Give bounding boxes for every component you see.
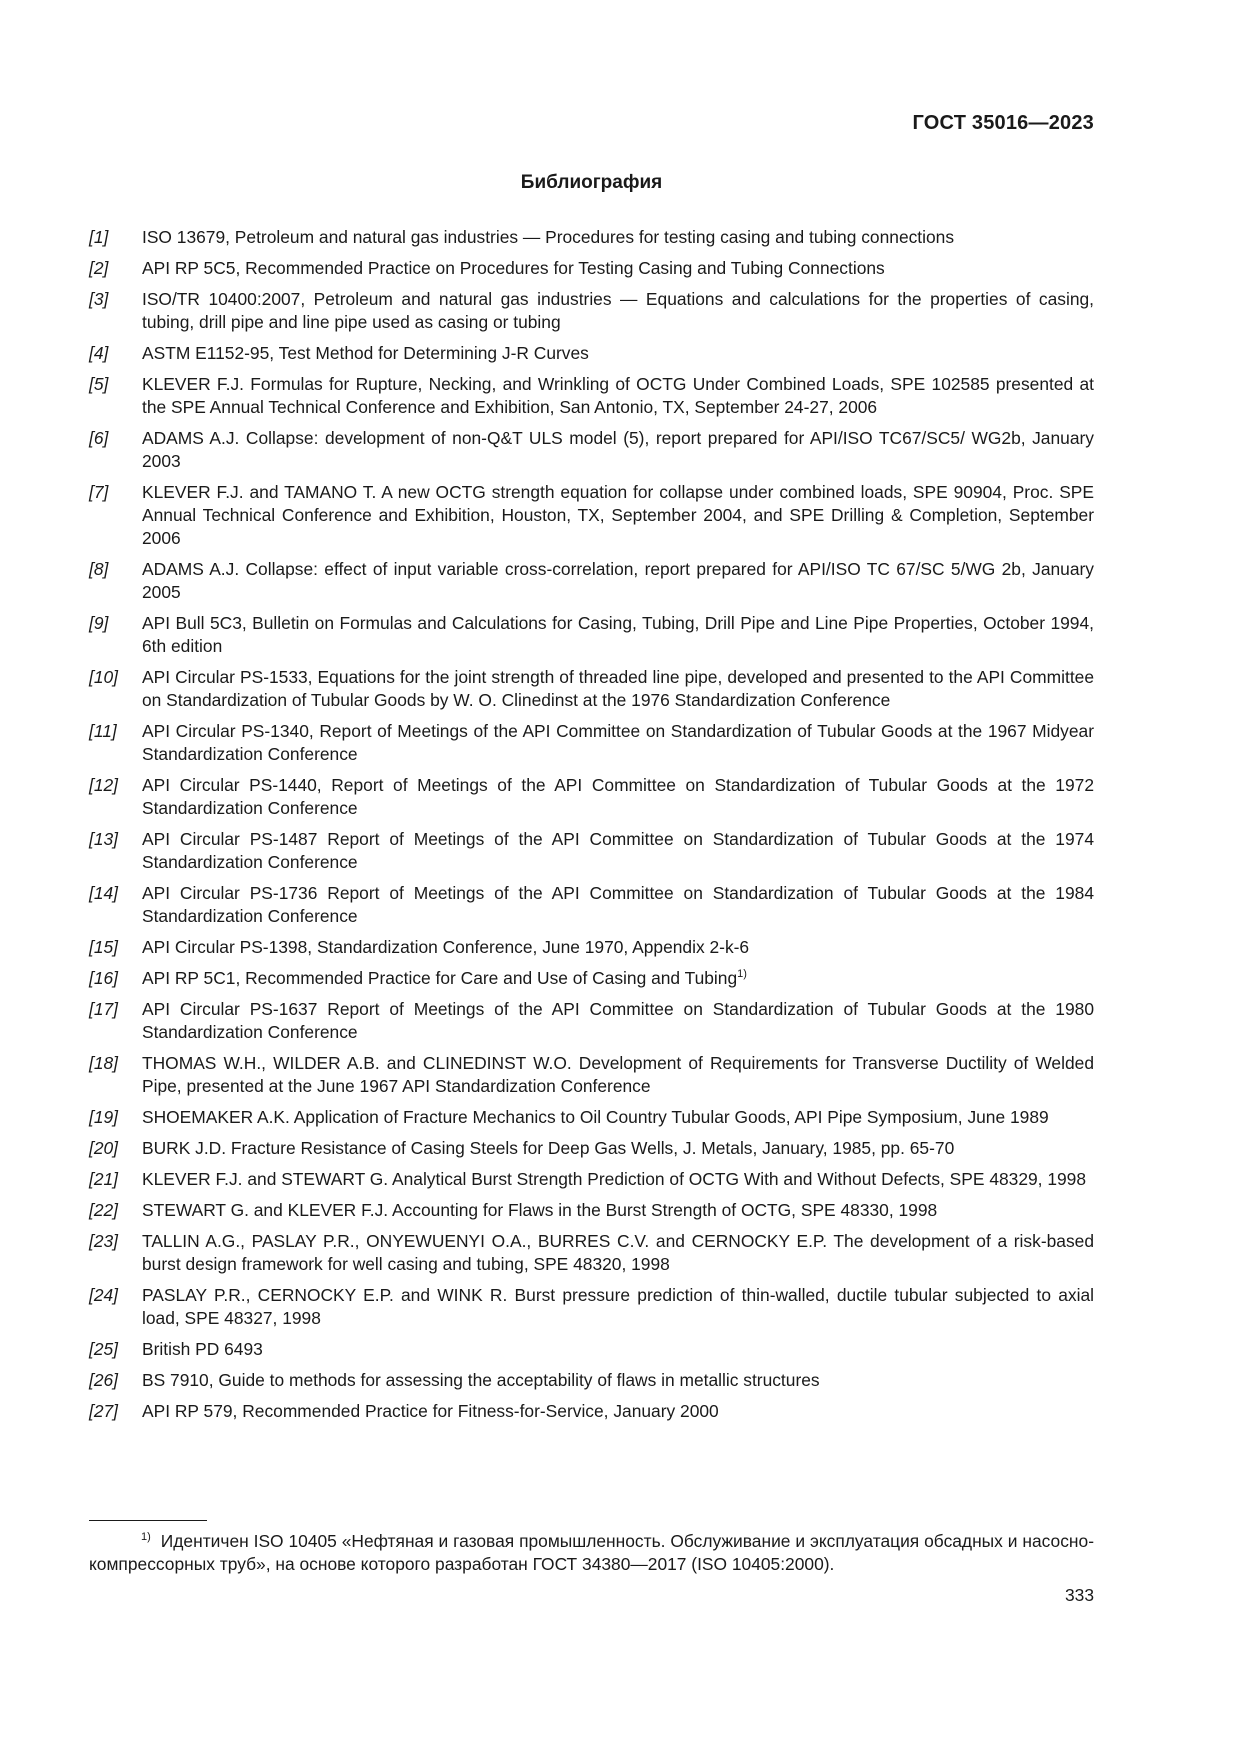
- entry-text-body: KLEVER F.J. Formulas for Rupture, Necking, and Wrinkling of OCTG Under Combined Loads, SPE 102585 presented at the SPE Annual Technical Conference and Exhibition, San Antonio, TX, September 24-27, 2006: [142, 374, 1094, 417]
- entry-text: [142, 1284, 1094, 1330]
- entry-number: [17]: [89, 999, 119, 1019]
- entry-number: [2]: [89, 258, 109, 278]
- entry-text: [142, 720, 1094, 766]
- bibliography-entry: [89, 1199, 1094, 1222]
- footnote-text: Идентичен ISO 10405 «Нефтяная и газовая промышленность. Обслуживание и эксплуатация обсадных и насосно-компрессорных труб», на основе которого разработан ГОСТ 34380—2017 (ISO 10405:2000).: [89, 1531, 1094, 1574]
- entry-text-body: API Circular PS-1533, Equations for the joint strength of threaded line pipe, developed and presented to the API Committee on Standardization of Tubular Goods by W. O. Clinedinst at the 1976 Standardization Conference: [142, 667, 1094, 710]
- entry-text-body: API Circular PS-1487 Report of Meetings of the API Committee on Standardization of Tubular Goods at the 1974 Standardization Conference: [142, 829, 1094, 872]
- entry-text: [142, 1052, 1094, 1098]
- entry-text-body: ISO/TR 10400:2007, Petroleum and natural gas industries — Equations and calculations for the properties of casing, tubing, drill pipe and line pipe used as casing or tubing: [142, 289, 1094, 332]
- entry-text-body: ADAMS A.J. Collapse: development of non-Q&T ULS model (5), report prepared for API/ISO TC67/SC5/ WG2b, January 2003: [142, 428, 1094, 471]
- entry-text-body: ADAMS A.J. Collapse: effect of input variable cross-correlation, report prepared for API/ISO TC 67/SC 5/WG 2b, January 2005: [142, 559, 1094, 602]
- entry-text: [142, 1230, 1094, 1276]
- entry-text-body: STEWART G. and KLEVER F.J. Accounting for Flaws in the Burst Strength of OCTG, SPE 48330, 1998: [142, 1200, 938, 1220]
- entry-text: [142, 427, 1094, 473]
- bibliography-entry: [89, 373, 1094, 419]
- bibliography-entry: [89, 612, 1094, 658]
- entry-text: [142, 1168, 1094, 1191]
- entry-text-body: API Circular PS-1398, Standardization Conference, June 1970, Appendix 2-k-6: [142, 937, 750, 957]
- entry-number: [3]: [89, 289, 109, 309]
- entry-text: [142, 1106, 1094, 1129]
- bibliography-entry: [89, 1168, 1094, 1191]
- bibliography-entry: [89, 1284, 1094, 1330]
- bibliography-entry: [89, 1338, 1094, 1361]
- entry-text-body: BS 7910, Guide to methods for assessing the acceptability of flaws in metallic structures: [142, 1370, 820, 1390]
- bibliography-entry: [89, 998, 1094, 1044]
- page-number: 333: [1064, 1585, 1094, 1605]
- entry-text: [142, 967, 1094, 990]
- bibliography-entry: [89, 1052, 1094, 1098]
- entry-text-body: API Circular PS-1440, Report of Meetings of the API Committee on Standardization of Tubular Goods at the 1972 Standardization Conference: [142, 775, 1094, 818]
- document-code: ГОСТ 35016—2023: [912, 112, 1094, 134]
- bibliography-entry: [89, 1369, 1094, 1392]
- bibliography-entry: [89, 558, 1094, 604]
- entry-text: [142, 1400, 1094, 1423]
- bibliography-entry: [89, 774, 1094, 820]
- entry-number: [10]: [89, 667, 119, 687]
- entry-text: [142, 774, 1094, 820]
- entry-text-body: TALLIN A.G., PASLAY P.R., ONYEWUENYI O.A., BURRES C.V. and CERNOCKY E.P. The development of a risk-based burst design framework for well casing and tubing, SPE 48320, 1998: [142, 1231, 1094, 1274]
- entry-number: [23]: [89, 1231, 119, 1251]
- entry-text-body: PASLAY P.R., CERNOCKY E.P. and WINK R. Burst pressure prediction of thin-walled, ductile tubular subjected to axial load, SPE 48327, 1998: [142, 1285, 1094, 1328]
- entry-number: [24]: [89, 1285, 119, 1305]
- entry-text: [142, 882, 1094, 928]
- entry-number: [27]: [89, 1401, 119, 1421]
- entry-text: [142, 612, 1094, 658]
- entry-number: [8]: [89, 559, 109, 579]
- entry-text: [142, 1137, 1094, 1160]
- entry-number: [21]: [89, 1169, 119, 1189]
- entry-text: [142, 257, 1094, 280]
- entry-text: [142, 936, 1094, 959]
- document-page: [89, 0, 1094, 1754]
- entry-text: [142, 998, 1094, 1044]
- entry-text: [142, 1199, 1094, 1222]
- bibliography-entry: [89, 882, 1094, 928]
- entry-text-body: API Bull 5C3, Bulletin on Formulas and Calculations for Casing, Tubing, Drill Pipe and Line Pipe Properties, October 1994, 6th edition: [142, 613, 1094, 656]
- entry-text-body: API Circular PS-1736 Report of Meetings of the API Committee on Standardization of Tubular Goods at the 1984 Standardization Conference: [142, 883, 1094, 926]
- bibliography-entry: [89, 1230, 1094, 1276]
- entry-text: [142, 1369, 1094, 1392]
- entry-number: [26]: [89, 1370, 119, 1390]
- entry-text-body: API RP 5C1, Recommended Practice for Care and Use of Casing and Tubing: [142, 968, 738, 988]
- entry-text: [142, 373, 1094, 419]
- bibliography-list: [89, 226, 1094, 1431]
- bibliography-entry: [89, 1137, 1094, 1160]
- entry-text-body: KLEVER F.J. and STEWART G. Analytical Burst Strength Prediction of OCTG With and Without Defects, SPE 48329, 1998: [142, 1169, 1087, 1189]
- entry-number: [9]: [89, 613, 109, 633]
- entry-number: [19]: [89, 1107, 119, 1127]
- entry-number: [13]: [89, 829, 119, 849]
- entry-number: [16]: [89, 968, 119, 988]
- entry-text: [142, 481, 1094, 550]
- entry-text: [142, 1338, 1094, 1361]
- footnote-divider: [89, 1520, 207, 1521]
- bibliography-entry: [89, 1106, 1094, 1129]
- entry-text-body: API Circular PS-1637 Report of Meetings of the API Committee on Standardization of Tubular Goods at the 1980 Standardization Conference: [142, 999, 1094, 1042]
- entry-number: [18]: [89, 1053, 119, 1073]
- entry-text: [142, 342, 1094, 365]
- entry-text: [142, 666, 1094, 712]
- bibliography-entry: [89, 427, 1094, 473]
- bibliography-entry: [89, 720, 1094, 766]
- bibliography-entry: [89, 288, 1094, 334]
- bibliography-entry: [89, 936, 1094, 959]
- entry-text-body: THOMAS W.H., WILDER A.B. and CLINEDINST W.O. Development of Requirements for Transverse Ductility of Welded Pipe, presented at the June 1967 API Standardization Conference: [142, 1053, 1094, 1096]
- bibliography-entry: [89, 666, 1094, 712]
- footnote: 1) Идентичен ISO 10405 «Нефтяная и газовая промышленность. Обслуживание и эксплуатация обсадных и насосно-компрессорных труб», на основе которого разработан ГОСТ 34380—2017 (ISO 10405:2000).: [89, 1531, 1094, 1574]
- entry-number: [4]: [89, 343, 109, 363]
- entry-number: [7]: [89, 482, 109, 502]
- entry-number: [14]: [89, 883, 119, 903]
- bibliography-entry: [89, 967, 1094, 990]
- bibliography-entry: [89, 226, 1094, 249]
- entry-number: [12]: [89, 775, 119, 795]
- entry-text: [142, 288, 1094, 334]
- entry-text-body: ASTM E1152-95, Test Method for Determining J-R Curves: [142, 343, 589, 363]
- entry-number: [15]: [89, 937, 119, 957]
- entry-text: [142, 558, 1094, 604]
- entry-text-body: API RP 579, Recommended Practice for Fitness-for-Service, January 2000: [142, 1401, 719, 1421]
- entry-text: [142, 226, 1094, 249]
- bibliography-entry: [89, 1400, 1094, 1423]
- footnote-reference: 1): [737, 968, 747, 981]
- section-title: Библиография: [520, 172, 663, 193]
- entry-text-body: API Circular PS-1340, Report of Meetings of the API Committee on Standardization of Tubular Goods at the 1967 Midyear Standardization Conference: [142, 721, 1094, 764]
- entry-text-body: British PD 6493: [142, 1339, 263, 1359]
- entry-number: [5]: [89, 374, 109, 394]
- entry-text-body: KLEVER F.J. and TAMANO T. A new OCTG strength equation for collapse under combined loads, SPE 90904, Proc. SPE Annual Technical Conference and Exhibition, Houston, TX, September 2004, and SPE Drilling & Completion, September 2006: [142, 482, 1094, 548]
- bibliography-entry: [89, 342, 1094, 365]
- entry-text-body: BURK J.D. Fracture Resistance of Casing Steels for Deep Gas Wells, J. Metals, January, 1985, pp. 65-70: [142, 1138, 955, 1158]
- entry-number: [22]: [89, 1200, 119, 1220]
- entry-text-body: SHOEMAKER A.K. Application of Fracture Mechanics to Oil Country Tubular Goods, API Pipe Symposium, June 1989: [142, 1107, 1049, 1127]
- entry-text: [142, 828, 1094, 874]
- entry-text-body: API RP 5C5, Recommended Practice on Procedures for Testing Casing and Tubing Connections: [142, 258, 885, 278]
- entry-number: [11]: [89, 721, 117, 741]
- entry-text-body: ISO 13679, Petroleum and natural gas industries — Procedures for testing casing and tubing connections: [142, 227, 955, 247]
- entry-number: [1]: [89, 227, 109, 247]
- bibliography-entry: [89, 481, 1094, 550]
- entry-number: [20]: [89, 1138, 119, 1158]
- entry-number: [25]: [89, 1339, 119, 1359]
- bibliography-entry: [89, 257, 1094, 280]
- entry-number: [6]: [89, 428, 109, 448]
- bibliography-entry: [89, 828, 1094, 874]
